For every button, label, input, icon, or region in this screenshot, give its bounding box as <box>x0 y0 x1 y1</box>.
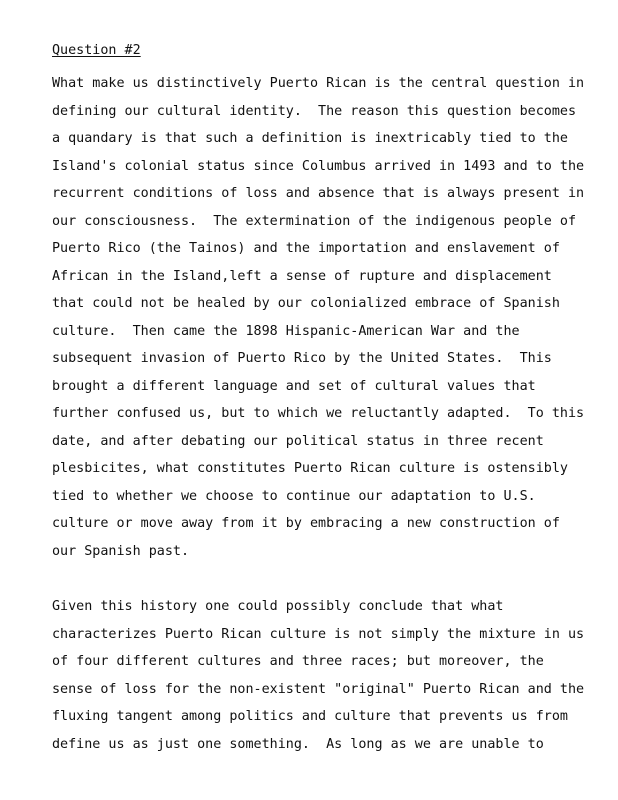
paragraph-2 <box>52 593 612 758</box>
paragraph-line: our consciousness. The extermination of the indigenous people of <box>52 213 577 229</box>
paragraph-line: culture or move away from it by embracing a new construction of <box>52 516 560 531</box>
paragraph-line: define us as just one something. As long as we are unable to <box>52 736 544 752</box>
paragraph-line: date, and after debating our political status in three recent <box>52 433 544 449</box>
paragraph-line: tied to whether we choose to continue our adaptation to U.S. <box>52 488 536 504</box>
paragraph-line: defining our cultural identity. The reason this question becomes <box>52 103 577 119</box>
paragraph-line: What make us distinctively Puerto Rican is the central question in <box>52 76 585 91</box>
paragraph-line: sense of loss for the non-existent "original" Puerto Rican and the <box>52 681 585 697</box>
paragraph-line: Puerto Rico (the Tainos) and the importation and enslavement of <box>52 241 560 256</box>
paragraph-line: African in the Island,left a sense of rupture and displacement <box>52 268 552 284</box>
paragraph-line: Given this history one could possibly conclude that what <box>52 599 504 614</box>
paragraph-line: a quandary is that such a definition is inextricably tied to the <box>52 131 568 146</box>
paragraph-line: culture. Then came the 1898 Hispanic-American War and the <box>52 323 520 339</box>
paragraph-line: brought a different language and set of cultural values that <box>52 378 536 394</box>
paragraph-line: our Spanish past. <box>52 543 190 559</box>
paragraph-line: further confused us, but to which we reluctantly adapted. To this <box>52 406 585 421</box>
paragraph-line: that could not be healed by our colonialized embrace of Spanish <box>52 296 560 311</box>
paragraph-line: subsequent invasion of Puerto Rico by the United States. This <box>52 351 552 366</box>
paragraph-line: plesbicites, what constitutes Puerto Rican culture is ostensibly <box>52 461 568 476</box>
paragraph-line: fluxing tangent among politics and culture that prevents us from <box>52 709 568 724</box>
paragraph-line: recurrent conditions of loss and absence that is always present in <box>52 186 585 201</box>
paragraph-line: Island's colonial status since Columbus arrived in 1493 and to the <box>52 158 585 174</box>
paragraph-1 <box>52 70 612 565</box>
paragraph-line: of four different cultures and three races; but moreover, the <box>52 654 544 669</box>
paragraph-line: characterizes Puerto Rican culture is not simply the mixture in us <box>52 626 585 642</box>
question-heading: Question #2 <box>52 43 141 58</box>
